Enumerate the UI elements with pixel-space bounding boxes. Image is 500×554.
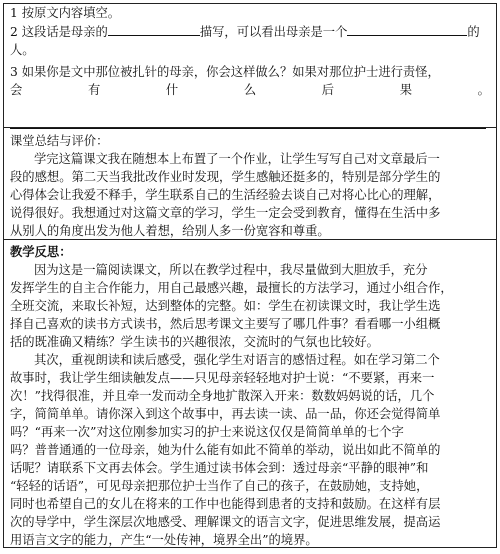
answer-line — [10, 115, 486, 129]
question-3: 3 如果你是文中那位被扎针的母亲，你会这样做么？如果对那位护士进行责怪， — [10, 65, 440, 79]
question-3-char: 。 — [477, 83, 490, 97]
reflection-section — [4, 243, 496, 554]
reflection-line: 话呢？请联系下文再去体会。学生通过读书体会到：透过母亲“平静的眼神”和 — [10, 461, 429, 475]
questions-section — [4, 4, 496, 128]
question-2-start: 2 这段话是母亲的 — [10, 25, 108, 39]
reflection-line: 同时也希望自己的女儿在将来的工作中也能得到患者的支持和鼓励。在这样有层 — [10, 497, 441, 511]
question-2 — [10, 22, 490, 41]
question-3-char: 有 — [87, 83, 101, 97]
reflection-line: 吗？“再来一次”对这位刚参加实习的护士来说这仅仅是简简单单的七个字 — [10, 425, 404, 439]
summary-line: 说得很好。我想通过对这篇文章的学习，学生一定会受到教育，懂得在生活中多 — [10, 206, 441, 220]
reflection-line: 用语言文字的能力，产生“一处传神，境界全出”的境界。 — [10, 533, 318, 547]
question-3-char: 什 — [165, 83, 179, 97]
reflection-line: 全班交流，来取长补短，达到整体的完整。如：学生在初读课文时，我让学生选 — [10, 299, 441, 313]
reflection-heading: 教学反思： — [10, 244, 72, 259]
lesson-page — [3, 3, 497, 548]
question-2-tail: 人。 — [10, 43, 35, 57]
reflection-line: 吗？普普通通的一位母亲，她为什么能有如此不简单的举动，说出如此不简单的 — [10, 443, 441, 457]
reflection-line: 其次，重视朗读和读后感受，强化学生对语言的感悟过程。如在学习第二个 — [34, 353, 440, 367]
answer-blank-1 — [108, 22, 200, 36]
reflection-line: 字，简简单单。请你深入到这个故事中，再去读一读、品一品，你还会觉得简单 — [10, 407, 441, 421]
reflection-line: 因为这是一篇阅读课文，所以在教学过程中，我尽量做到大胆放手，充分 — [34, 263, 428, 277]
reflection-line: 括的既准确又精练？学生读书的兴趣很浓，交流时的气氛也比较好。 — [10, 335, 379, 349]
question-3-char: 么 — [243, 83, 257, 97]
question-1: 1 按原文内容填空。 — [10, 6, 121, 20]
reflection-line: 择自己喜欢的读书方式读书，然后思考课文主要写了哪几件事？看看哪一小组概 — [10, 317, 441, 331]
summary-section — [4, 132, 496, 240]
answer-blank-2 — [347, 22, 467, 36]
summary-heading: 课堂总结与评价： — [10, 134, 109, 148]
summary-line: 段的感想。第二天当我批改作业时发现，学生感触还挺多的，特别是部分学生的 — [10, 170, 441, 184]
summary-line: 从别人的角度出发为他人着想，给别人多一份宽容和尊重。 — [10, 224, 330, 238]
question-2-middle: 描写，可以看出母亲是一个 — [199, 25, 348, 39]
question-3-char: 会 — [10, 83, 23, 97]
summary-line: 心得体会让我爱不释手，学生联系自己的生活经验去谈自己对将心比心的理解， — [10, 188, 441, 202]
reflection-line: 次的导学中，学生深层次地感受、理解课文的语言文字，促进思维发展，提高运 — [10, 515, 441, 529]
question-2-end: 的 — [467, 25, 480, 39]
reflection-line: 故事时，我让学生细读触发点——只见母亲轻轻地对护士说：“不要紧，再来一 — [10, 371, 435, 385]
question-3-char: 后 — [321, 83, 335, 97]
question-3-char: 果 — [399, 83, 412, 97]
reflection-line: 发挥学生的自主合作能力，用自己最感兴趣，最擅长的方法学习，通过小组合作， — [10, 281, 453, 295]
reflection-line: “轻轻的话语”，可见母亲把那位护士当作了自己的孩子，在鼓励她，支持她， — [10, 479, 429, 493]
reflection-line: 次！”找得很准，并且牵一发而动全身地扩散深入开来：数数妈妈说的话，几个 — [10, 389, 435, 403]
question-3-spread-line — [10, 81, 490, 99]
summary-line: 学完这篇课文我在随想本上布置了一个作业，让学生写写自己对文章最后一 — [34, 152, 440, 166]
